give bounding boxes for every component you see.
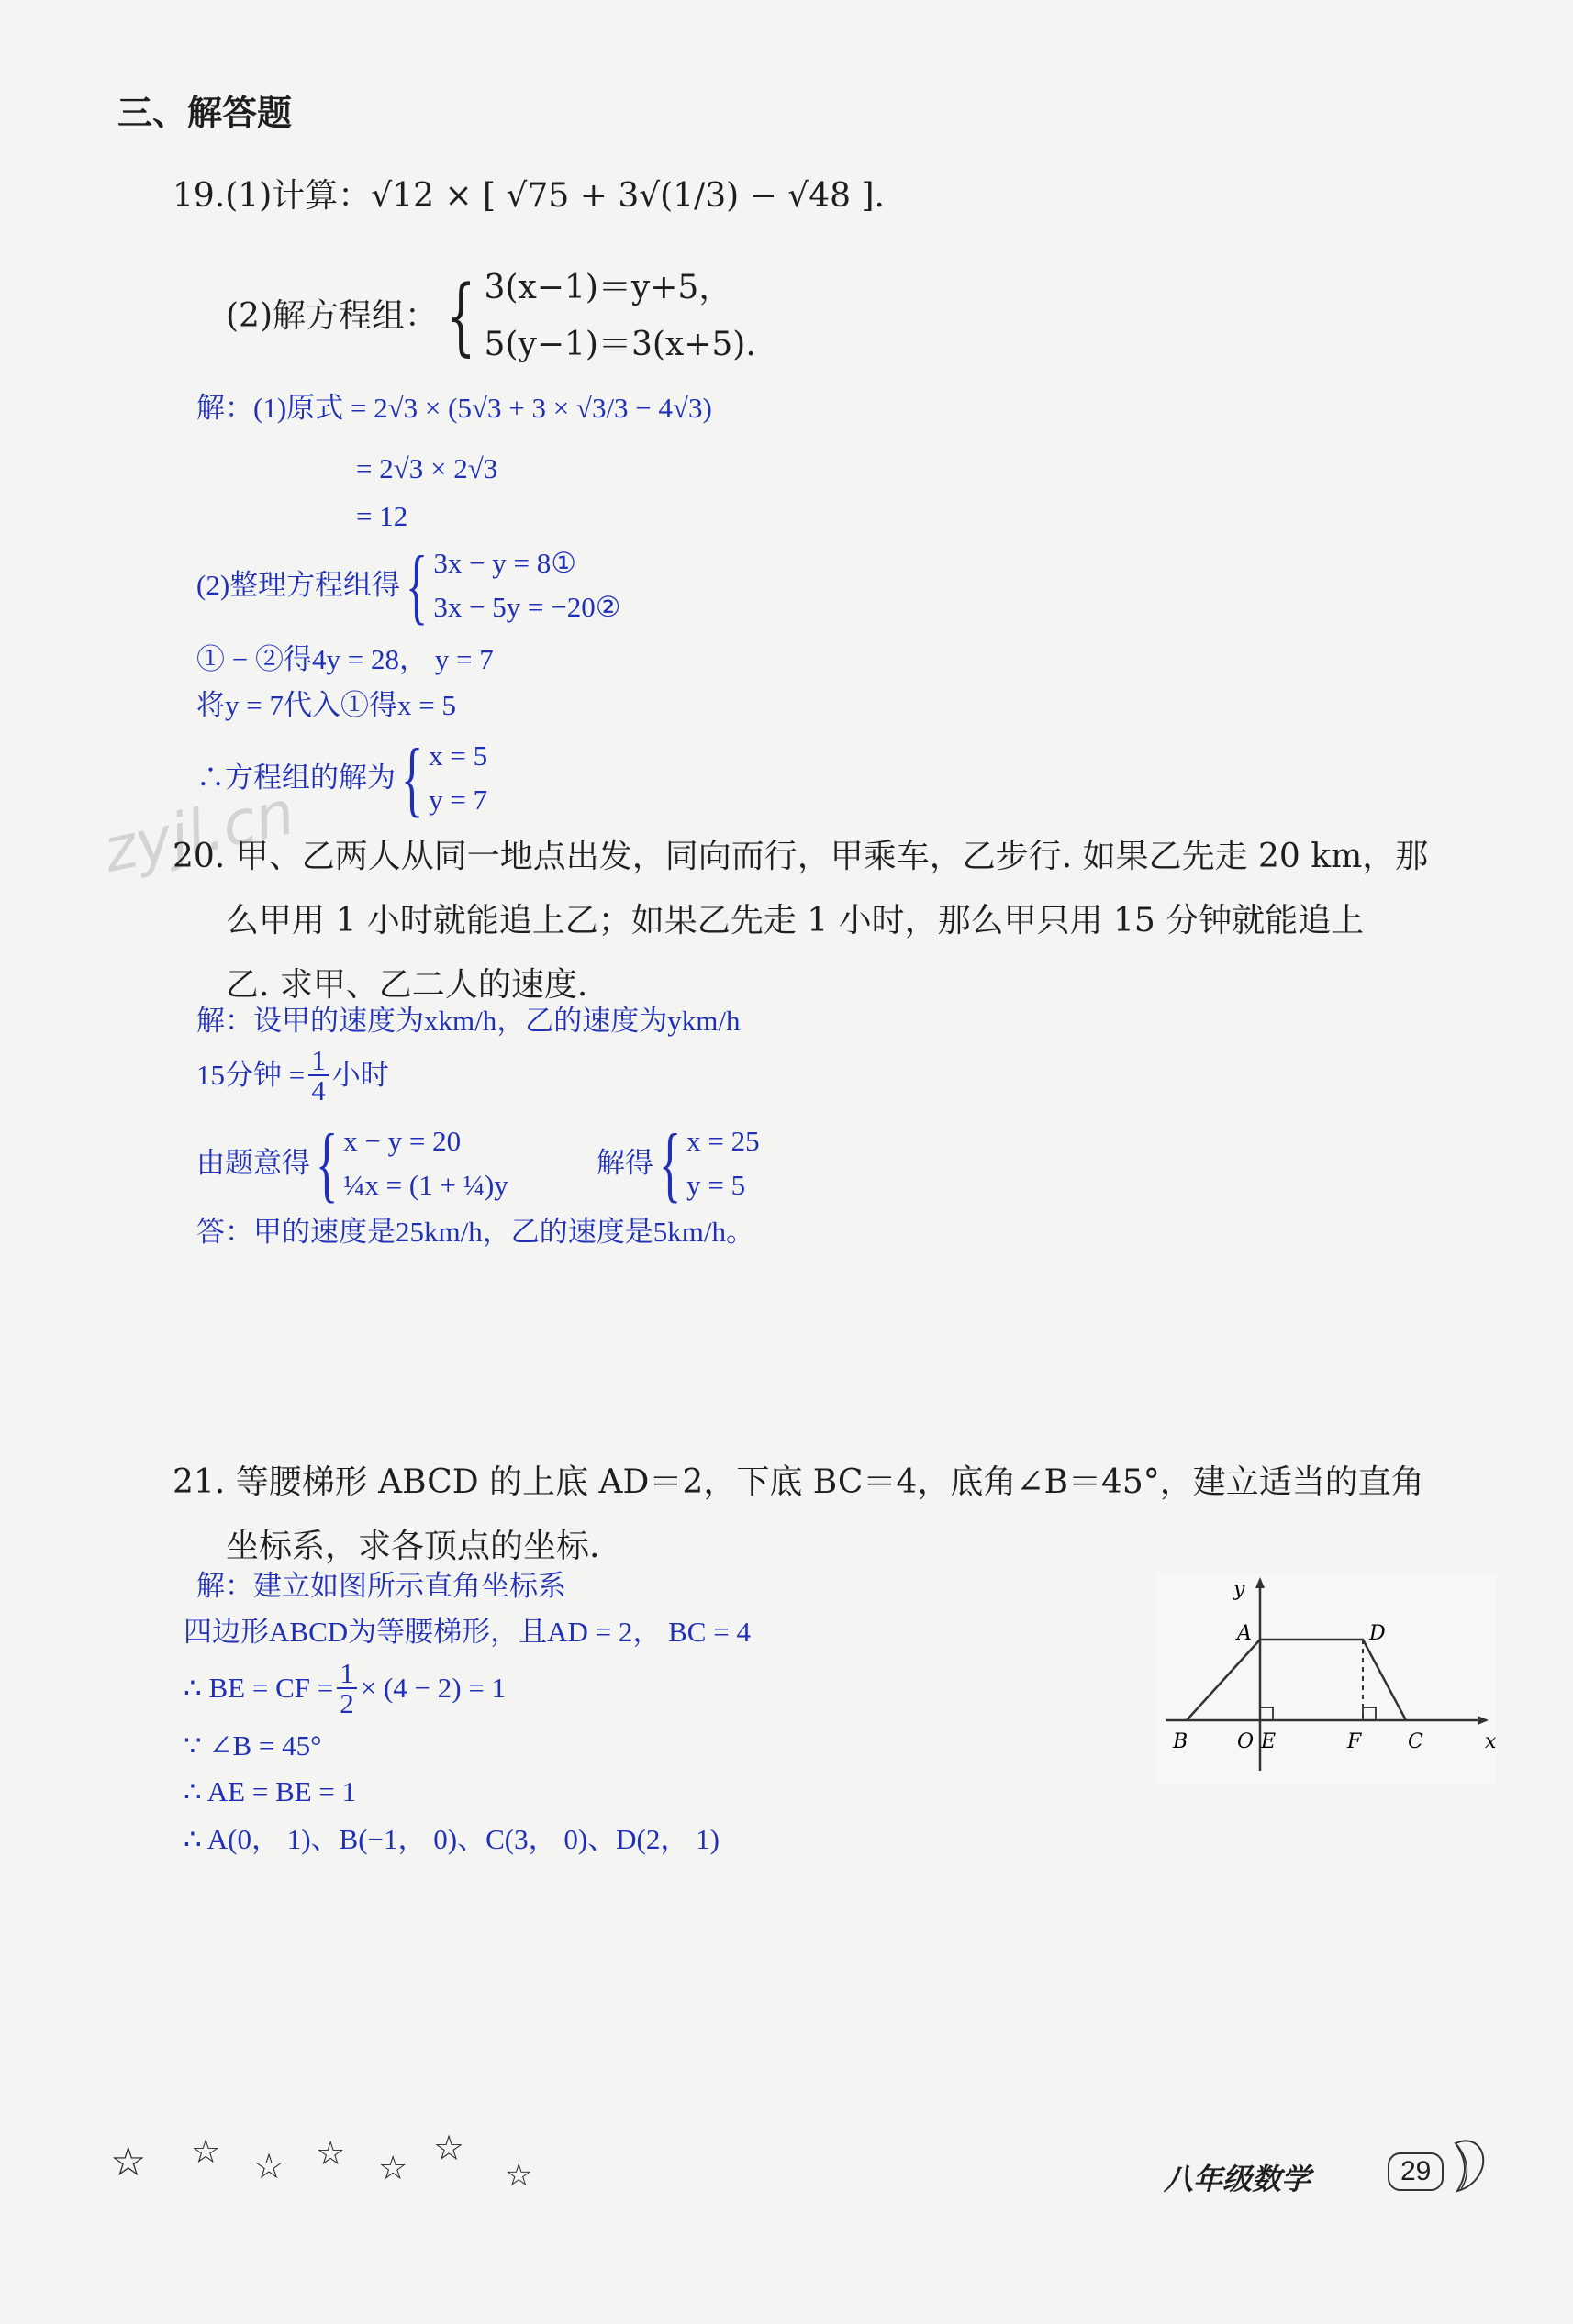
q21-answer-line1: 解：建立如图所示直角坐标系 — [196, 1570, 566, 1602]
q20-answer-line2 — [196, 1046, 389, 1105]
q21-answer-line5: ∴ AE = BE = 1 — [184, 1775, 357, 1807]
fraction — [308, 1046, 329, 1105]
q19-part1-formula: √12 × [ √75 + 3√(1/3) − √48 ]. — [371, 177, 885, 215]
star-icon: ☆ — [316, 2135, 346, 2173]
section-title: 三、解答题 — [117, 93, 293, 133]
q20-answer-final: 答：甲的速度是25km/h，乙的速度是5km/h。 — [196, 1216, 754, 1248]
q20-line3: 乙. 求甲、乙二人的速度. — [226, 966, 588, 1004]
brace-icon: { — [406, 539, 429, 632]
q19-answer-line1: 解：(1)原式 = 2√3 × (5√3 + 3 × √3/3 − 4√3) — [196, 392, 712, 424]
q20-system — [343, 1119, 508, 1207]
vertex-b-label: B — [1173, 1730, 1188, 1753]
q19-answer2-step1: ① − ②得4y = 28， y = 7 — [196, 643, 494, 675]
fraction-denominator: 2 — [340, 1687, 354, 1719]
q19-eq2: 5(y−1)＝3(x+5). — [484, 326, 756, 363]
q21-answer-line6: ∴ A(0， 1)、B(−1， 0)、C(3， 0)、D(2， 1) — [184, 1823, 720, 1855]
q21-line1: 21. 等腰梯形 ABCD 的上底 AD＝2，下底 BC＝4，底角∠B＝45°，建立适当的直角 — [173, 1463, 1424, 1501]
watermark: zyjl.cn — [97, 777, 301, 886]
q20-line2: 么甲用 1 小时就能追上乙；如果乙先走 1 小时，那么甲只用 15 分钟就能追上 — [226, 902, 1365, 940]
fraction — [337, 1659, 357, 1718]
star-icon: ☆ — [433, 2128, 465, 2168]
q19-sol1: x = 5 — [429, 739, 488, 772]
y-axis-label: y — [1233, 1578, 1245, 1601]
point-f-label: F — [1347, 1730, 1362, 1753]
fraction-numerator: 1 — [308, 1046, 329, 1076]
q20-answer-line1: 解：设甲的速度为xkm/h，乙的速度为ykm/h — [196, 1005, 741, 1037]
q19-part1-label: 19.(1)计算： — [173, 177, 372, 215]
q19-answer-line2: = 2√3 × 2√3 — [356, 452, 498, 484]
q20-solution-label: 解得 — [597, 1147, 653, 1179]
q19-part2-label: (2)解方程组： — [226, 297, 438, 335]
star-icon: ☆ — [253, 2146, 285, 2186]
q19-answer2-system — [433, 541, 620, 629]
q19-a2-eq1: 3x − y = 8① — [433, 547, 577, 579]
q19-part1 — [173, 174, 885, 218]
q19-part2-system — [485, 266, 756, 367]
q19-answer2-label: (2)整理方程组得 — [196, 569, 401, 601]
vertex-c-label: C — [1408, 1730, 1423, 1753]
fraction-numerator: 1 — [337, 1659, 357, 1689]
page-number: 29 — [1388, 2152, 1444, 2191]
leaf-icon — [1448, 2134, 1490, 2195]
q19-answer2-step2: 将y = 7代入①得x = 5 — [196, 689, 456, 721]
vertex-d-label: D — [1369, 1622, 1386, 1645]
q19-answer2 — [196, 539, 621, 632]
q21-answer-line3 — [184, 1659, 506, 1718]
book-title: 八年级数学 — [1164, 2162, 1311, 2196]
brace-icon: { — [315, 1117, 339, 1210]
q20-answer-system — [196, 1117, 508, 1210]
q20-sol1: x = 25 — [686, 1125, 760, 1157]
q19-sol2: y = 7 — [429, 784, 488, 816]
q20-sys-eq2: ¼x = (1 + ¼)y — [343, 1169, 508, 1201]
q20-line1: 20. 甲、乙两人从同一地点出发，同向而行，甲乘车，乙步行. 如果乙先走 20 km，那 — [173, 838, 1429, 875]
q20-hours-label: 小时 — [331, 1059, 389, 1091]
q19-part2 — [226, 266, 756, 367]
point-e-label: E — [1261, 1730, 1277, 1753]
q20-minutes-label: 15分钟 = — [196, 1059, 306, 1091]
origin-label: O — [1237, 1730, 1255, 1753]
fraction-denominator: 4 — [311, 1074, 326, 1106]
q21-be-cf-label: ∴ BE = CF = — [184, 1672, 334, 1704]
q20-system-label: 由题意得 — [196, 1147, 310, 1179]
q19-conclusion-label: ∴方程组的解为 — [196, 762, 396, 794]
q19-eq1: 3(x−1)＝y+5， — [484, 269, 732, 306]
star-icon: ☆ — [191, 2133, 221, 2171]
brace-icon: { — [658, 1117, 682, 1210]
x-axis-label: x — [1485, 1730, 1496, 1753]
vertex-a-label: A — [1237, 1622, 1252, 1645]
star-icon: ☆ — [110, 2139, 147, 2185]
q20-answer-solution — [597, 1117, 760, 1210]
q19-solution-system — [429, 734, 487, 822]
q20-sol2: y = 5 — [686, 1169, 746, 1201]
q21-answer-line4: ∵ ∠B = 45° — [184, 1729, 322, 1762]
q21-answer-line2: 四边形ABCD为等腰梯形，且AD = 2， BC = 4 — [184, 1616, 751, 1648]
q19-a2-eq2: 3x − 5y = −20② — [433, 591, 621, 623]
q20-sys-eq1: x − y = 20 — [343, 1125, 462, 1157]
q21-be-cf-value: × (4 − 2) = 1 — [360, 1672, 507, 1704]
q19-answer-line3: = 12 — [356, 500, 408, 532]
figure-background — [1156, 1573, 1496, 1785]
footer-stars — [110, 2128, 551, 2207]
q21-line2: 坐标系，求各顶点的坐标. — [226, 1528, 600, 1565]
brace-icon: { — [446, 267, 476, 365]
star-icon: ☆ — [378, 2150, 408, 2187]
q20-solution-system — [686, 1119, 759, 1207]
brace-icon: { — [400, 731, 424, 825]
star-icon: ☆ — [505, 2157, 533, 2194]
trapezoid-figure — [1156, 1573, 1496, 1785]
